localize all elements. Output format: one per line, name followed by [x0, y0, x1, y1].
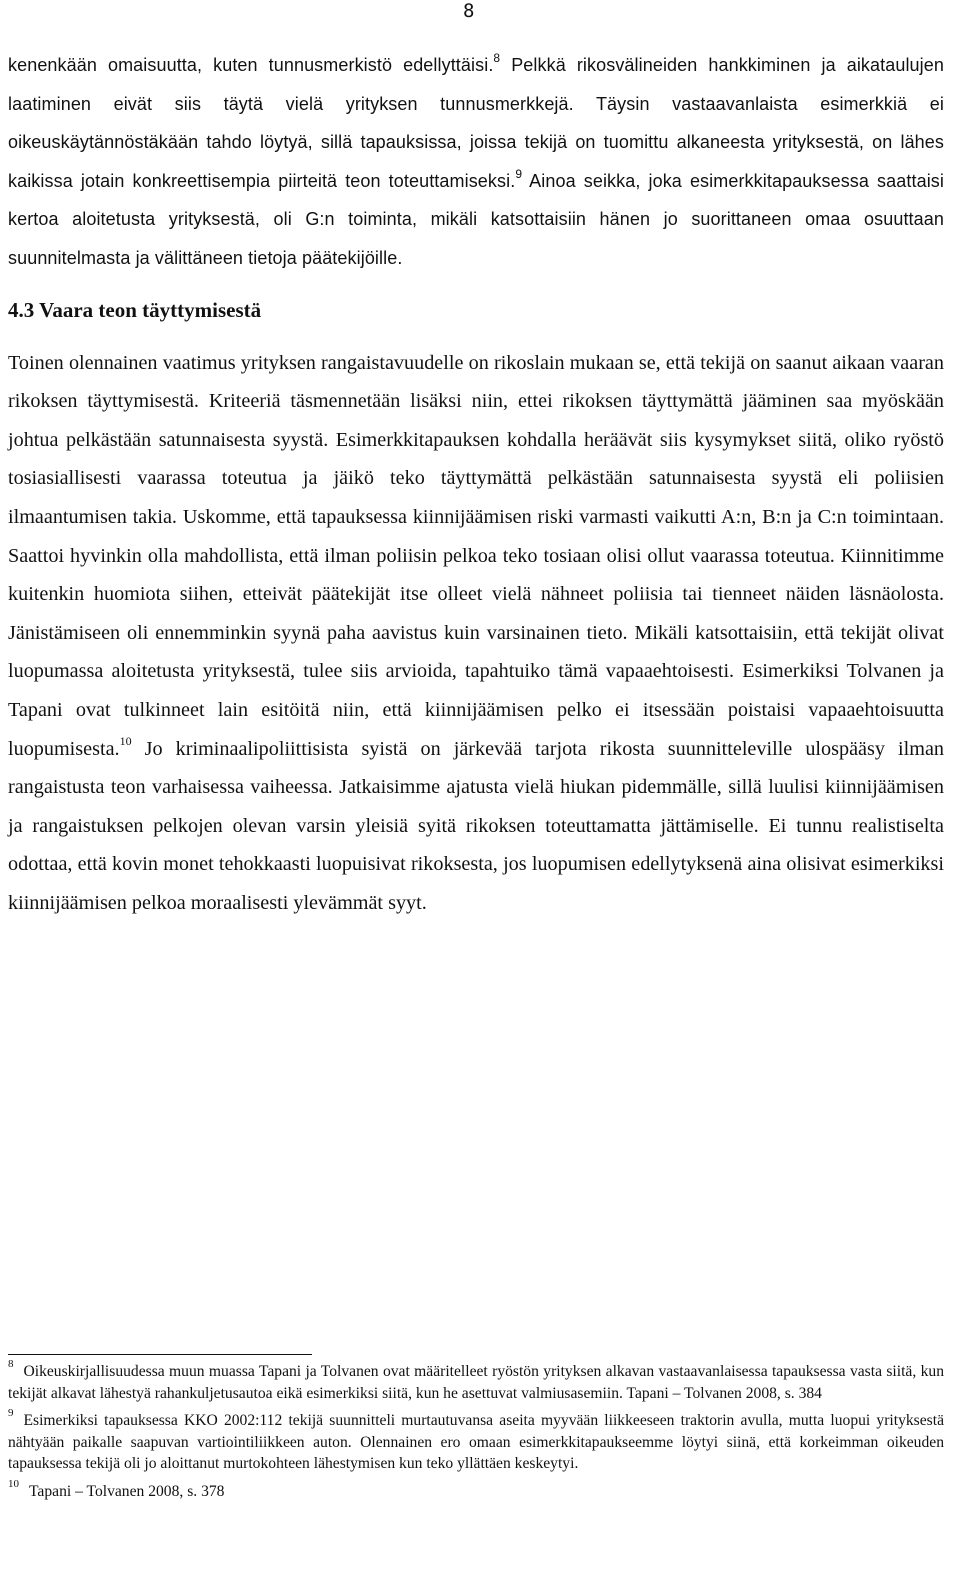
section-heading: 4.3 Vaara teon täyttymisestä [8, 297, 262, 322]
footnote-ref-9[interactable]: 9 [515, 166, 523, 181]
footnote-number: 10 [8, 1477, 19, 1490]
footnote-9 [8, 1407, 944, 1475]
page-body [8, 46, 944, 922]
footnote-ref-10[interactable]: 10 [119, 733, 132, 748]
footnote-8 [8, 1357, 944, 1404]
paragraph-1 [8, 46, 944, 278]
page-number: 8 [463, 0, 475, 22]
footnote-text: Esimerkiksi tapauksessa KKO 2002:112 tekijä suunnitteli murtautuvansa aseita myyvään liikkeeseen traktorin avulla, mutta luopui yrityksestä nähtyään paikalle saapuvan vartiointiliikkeen auton. Olennainen ero omaan esimerkkitapaukseemme löytyi siinä, että korkeimman oikeuden tapauksessa tekijä oli jo aloittanut murtokohteen lähestymisen kun teko yllättäen keskeytyi. [8, 1412, 944, 1473]
footnote-text: Tapani – Tolvanen 2008, s. 378 [29, 1482, 225, 1500]
footnote-text: Oikeuskirjallisuudessa muun muassa Tapani ja Tolvanen ovat määritelleet ryöstön yrityksen alkavan vastaavanlaisessa tapauksessa vasta siitä, kun tekijät alkavat lähestyä rahankuljetusautoa eikä esimerkiksi siitä, kun he asettuvat valmiusasemiin. Tapani – Tolvanen 2008, s. 384 [8, 1363, 944, 1402]
footnote-number: 9 [8, 1407, 14, 1419]
footnote-number: 8 [8, 1357, 14, 1370]
paragraph-1-text-a: kenenkään omaisuutta, kuten tunnusmerkistö edellyttäisi. [8, 55, 494, 75]
footnotes [8, 1357, 944, 1509]
paragraph-2 [8, 344, 944, 923]
paragraph-1-text-b: Pelkkä rikosvälineiden hankkiminen ja aikataulujen laatiminen eivät siis täytä vielä yrityksen tunnusmerkkejä. Täysin vastaavanlaista esimerkkiä ei oikeuskäytännöstäkään tahdo löytyä, sillä tapauksissa, joissa tekijä on tuomittu alkaneesta yrityksestä, on lähes kaikissa jotain konkreettisempia piirteitä teon toteuttamiseksi. [8, 55, 944, 191]
paragraph-2-text-a: Toinen olennainen vaatimus yrityksen rangaistavuudelle on rikoslain mukaan se, että tekijä on saanut aikaan vaaran rikoksen täyttymisestä. Kriteeriä täsmennetään lisäksi niin, ettei rikoksen täyttymättä jääminen saa myöskään johtua pelkästään satunnaisesta syystä. Esimerkkitapauksen kohdalla heräävät siis kysymykset siitä, oliko ryöstö tosiasiallisesti vaarassa toteutua ja jäikö teko täyttymättä pelkästään satunnaisesta syystä eli poliisien ilmaantumisen takia. Uskomme, että tapauksessa kiinnijäämisen riski varmasti vaikutti A:n, B:n ja C:n toimintaan. Saattoi hyvinkin olla mahdollista, että ilman poliisin pelkoa teko tosiaan olisi ollut vaarassa toteutua. Kiinnitimme kuitenkin huomiota siihen, etteivät päätekijät itse olleet vielä nähneet poliisia tai tienneet näiden läsnäolosta. Jänistämiseen oli ennemminkin syynä paha aavistus kuin varsinainen tieto. Mikäli katsottaisiin, että tekijät olivat luopumassa aloitetusta yrityksestä, tulee siis arvioida, tapahtuiko tämä vapaaehtoisesti. Esimerkiksi Tolvanen ja Tapani ovat tulkinneet lain esitöitä niin, että kiinnijäämisen pelko ei itsessään poistaisi vapaaehtoisuutta luopumisesta. [8, 351, 944, 760]
footnote-divider [8, 1354, 312, 1355]
paragraph-2-text-b: Jo kriminaalipoliittisista syistä on järkevää tarjota rikosta suunnitteleville ulospääsy ilman rangaistusta teon varhaisessa vaiheessa. Jatkaisimme ajatusta vielä hiukan pidemmälle, sillä luulisi kiinnijäämisen ja rangaistuksen pelkojen olevan varsin yleisiä syitä rikoksen toteuttamatta jättämiselle. Ei tunnu realistiselta odottaa, että kovin monet tehokkaasti luopuisivat rikoksesta, jos luopumisen edellytyksenä aina olisivat esimerkiksi kiinnijäämisen pelkoa moraalisesti ylevämmät syyt. [8, 737, 944, 914]
footnote-ref-8[interactable]: 8 [493, 51, 501, 65]
paragraph-1-text-c: Ainoa seikka, joka esimerkkitapauksessa saattaisi kertoa aloitetusta yrityksestä, oli G:n toiminta, mikäli katsottaisiin hänen jo suorittaneen omaa osuuttaan suunnitelmasta ja välittäneen tietoja päätekijöille. [8, 170, 944, 268]
footnote-10 [8, 1477, 944, 1503]
